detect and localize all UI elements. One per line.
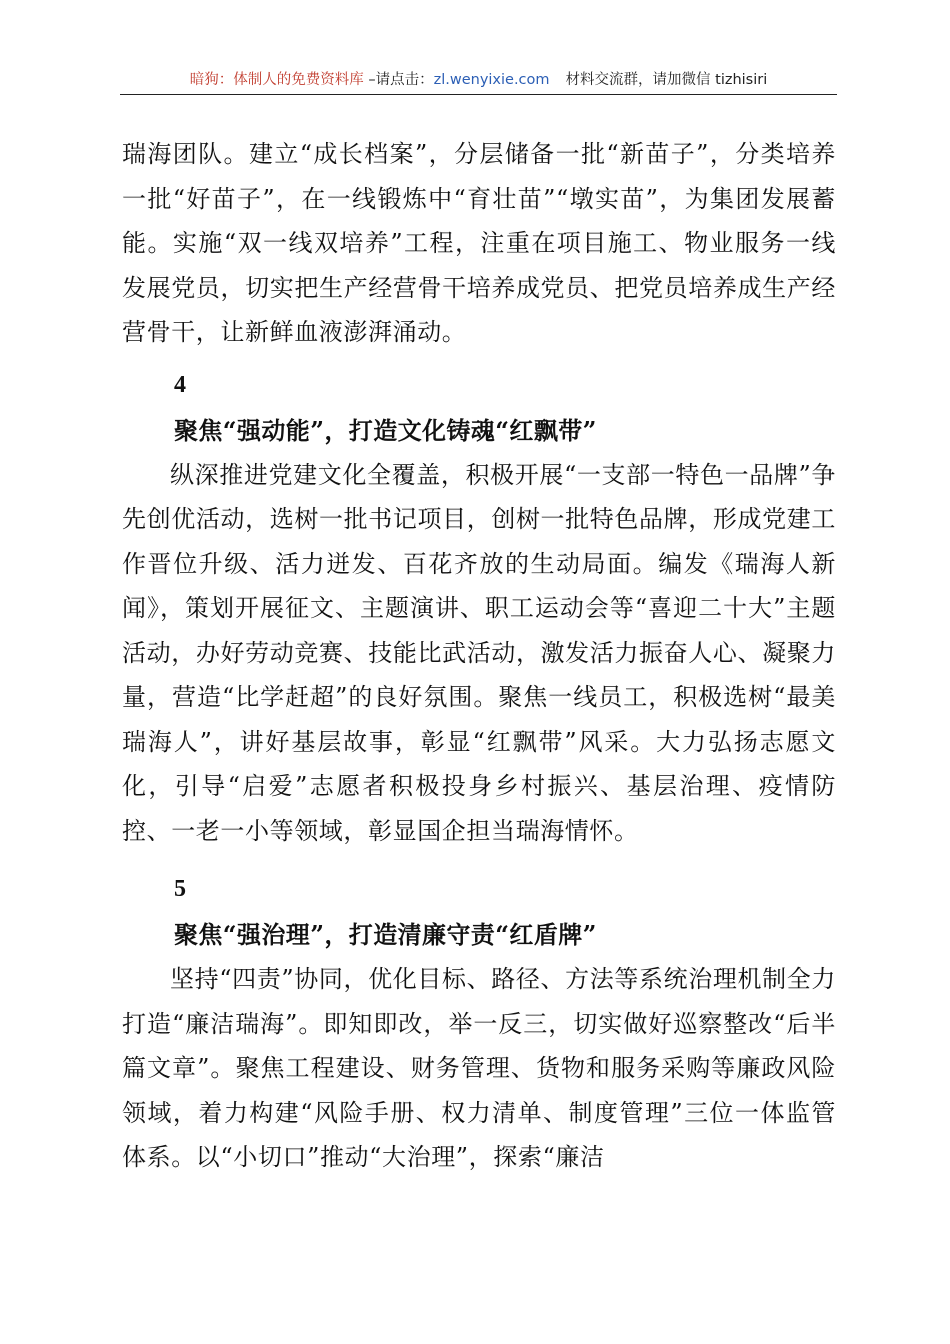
paragraph-continued: 瑞海团队。建立“成长档案”，分层储备一批“新苗子”，分类培养一批“好苗子”，在一线锻炼中“育壮苗”“墩实苗”，为集团发展蓄能。实施“双一线双培养”工程，注重在项目施工、物业服务一线发展党员，切实把生产经营骨干培养成党员、把党员培养成生产经营骨干，让新鲜血液澎湃涌动。 xyxy=(122,140,836,346)
document-body xyxy=(122,132,836,1180)
section-4-heading: 聚焦“强动能”，打造文化铸魂“红飘带” xyxy=(174,415,597,445)
section-4-number: 4 xyxy=(174,371,186,398)
page-header xyxy=(120,68,837,95)
header-contact: 材料交流群，请加微信 tizhisiri xyxy=(565,72,768,88)
section-5-paragraph: 坚持“四责”协同，优化目标、路径、方法等系统治理机制全力打造“廉洁瑞海”。即知即改，举一反三，切实做好巡察整改“后半篇文章”。聚焦工程建设、财务管理、货物和服务采购等廉政风险领域，着力构建“风险手册、权力清单、制度管理”三位一体监管体系。以“小切口”推动“大治理”，探索“廉洁 xyxy=(122,965,836,1171)
section-4-paragraph: 纵深推进党建文化全覆盖，积极开展“一支部一特色一品牌”争先创优活动，选树一批书记项目，创树一批特色品牌，形成党建工作晋位升级、活力迸发、百花齐放的生动局面。编发《瑞海人新闻》，策划开展征文、主题演讲、职工运动会等“喜迎二十大”主题活动，办好劳动竞赛、技能比武活动，激发活力振奋人心、凝聚力量，营造“比学赶超”的良好氛围。聚焦一线员工，积极选树“最美瑞海人”，讲好基层故事，彰显“红飘带”风采。大力弘扬志愿文化，引导“启爱”志愿者积极投身乡村振兴、基层治理、疫情防控、一老一小等领域，彰显国企担当瑞海情怀。 xyxy=(122,460,836,845)
section-5-number: 5 xyxy=(174,876,186,902)
header-prompt: –请点击： xyxy=(363,72,434,88)
header-url-link[interactable]: zl.wenyixie.com xyxy=(433,72,550,88)
header-brand: 暗狗：体制人的免费资料库 xyxy=(189,72,364,88)
section-5-heading: 聚焦“强治理”，打造清廉守责“红盾牌” xyxy=(174,920,597,949)
